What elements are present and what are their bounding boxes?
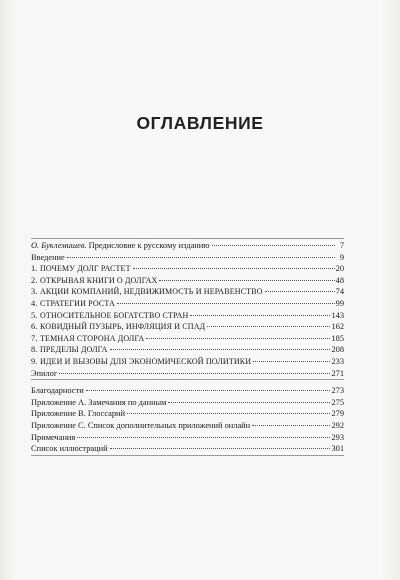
toc-entry-title: ПОЧЕМУ ДОЛГ РАСТЕТ — [40, 264, 131, 274]
toc-entry-page: 208 — [331, 345, 344, 355]
toc-entry-appendix-b[interactable] — [31, 408, 344, 420]
toc-entry-page: 273 — [331, 386, 344, 396]
toc-entry-title: Предисловие к русскому изданию — [88, 241, 210, 250]
dot-leader — [110, 448, 331, 449]
toc-entry-page: 7 — [339, 241, 344, 250]
toc-entry-chapter-7[interactable] — [31, 333, 344, 345]
toc-chapter-number: 9. — [31, 356, 38, 366]
toc-chapter-number: 6. — [31, 322, 38, 332]
toc-entry-introduction[interactable] — [31, 252, 344, 264]
toc-chapter-number: 4. — [31, 298, 38, 308]
toc-chapter-number: 5. — [31, 310, 38, 320]
toc-entry-illustrations[interactable] — [31, 443, 344, 455]
dot-leader — [265, 291, 335, 292]
toc-entry-title: КОВИДНЫЙ ПУЗЫРЬ, ИНФЛЯЦИЯ И СПАД — [40, 322, 206, 332]
toc-entry-preface[interactable] — [31, 240, 344, 252]
dot-leader — [190, 315, 330, 316]
dot-leader — [110, 349, 331, 350]
dot-leader — [207, 326, 330, 327]
dot-leader — [117, 303, 335, 304]
toc-entry-title: ПРЕДЕЛЫ ДОЛГА — [40, 345, 108, 355]
dot-leader — [59, 373, 330, 374]
toc-entry-title: Введение — [31, 252, 65, 262]
toc-entry-title: ОТНОСИТЕЛЬНОЕ БОГАТСТВО СТРАН — [40, 310, 189, 320]
toc-entry-title: Эпилог — [31, 368, 58, 378]
toc-chapter-number: 1. — [31, 264, 38, 274]
toc-entry-page: 279 — [331, 409, 344, 419]
toc-section-main — [31, 238, 344, 379]
toc-chapter-number: 7. — [31, 333, 38, 343]
dot-leader — [168, 402, 330, 403]
toc-entry-page: 293 — [331, 432, 344, 442]
toc-entry-page: 301 — [331, 444, 344, 454]
toc-entry-appendix-a[interactable] — [31, 397, 344, 409]
dot-leader — [253, 361, 330, 362]
toc-entry-page: 292 — [331, 420, 344, 430]
toc-entry-acknowledgements[interactable] — [31, 385, 344, 397]
dot-leader — [146, 338, 330, 339]
dot-leader — [133, 268, 335, 269]
toc-entry-chapter-5[interactable] — [31, 310, 344, 322]
toc-entry-title: ТЕМНАЯ СТОРОНА ДОЛГА — [40, 333, 145, 343]
dot-leader — [252, 425, 330, 426]
toc-entry-appendix-c[interactable] — [31, 420, 344, 432]
toc-chapter-number: 8. — [31, 345, 38, 355]
toc-entry-page: 162 — [331, 322, 344, 332]
toc-entry-title: Приложение С. Список дополнительных приложений онлайн — [31, 420, 251, 430]
toc-entry-chapter-2[interactable] — [31, 275, 344, 287]
toc-entry-title: ИДЕИ И ВЫЗОВЫ ДЛЯ ЭКОНОМИЧЕСКОЙ ПОЛИТИКИ — [40, 356, 252, 366]
toc-entry-page: 233 — [331, 356, 344, 366]
toc-entry-page: 271 — [331, 368, 344, 378]
dot-leader — [212, 245, 335, 246]
dot-leader — [77, 437, 330, 438]
toc-entry-title: Приложение В. Глоссарий — [31, 409, 126, 419]
toc-entry-page: 185 — [331, 333, 344, 343]
dot-leader — [86, 390, 331, 391]
toc-entry-chapter-1[interactable] — [31, 263, 344, 275]
toc-entry-epilogue[interactable] — [31, 368, 344, 380]
toc-entry-title: Примечания — [31, 432, 76, 442]
toc-entry-page: 74 — [335, 287, 344, 297]
toc-entry-author: О. Буклемишев. — [31, 241, 87, 250]
toc-entry-title: СТРАТЕГИИ РОСТА — [40, 298, 115, 308]
toc-entry-page: 275 — [331, 397, 344, 407]
toc-entry-chapter-6[interactable] — [31, 321, 344, 333]
toc-section-back-matter — [31, 379, 344, 456]
toc-entry-title: Приложение А. Замечания по данным — [31, 397, 167, 407]
page-title: ОГЛАВЛЕНИЕ — [136, 113, 264, 133]
dot-leader — [159, 280, 334, 281]
dot-leader — [67, 257, 335, 258]
toc-entry-title: Благодарности — [31, 386, 84, 396]
toc-entry-page: 99 — [335, 298, 344, 308]
toc-entry-page: 9 — [339, 252, 344, 262]
toc-entry-page: 48 — [335, 275, 344, 285]
toc-entry-title: ОТКРЫВАЯ КНИГИ О ДОЛГАХ — [40, 275, 158, 285]
toc-entry-title: Список иллюстраций — [31, 444, 108, 454]
table-of-contents — [31, 238, 344, 456]
toc-entry-chapter-8[interactable] — [31, 344, 344, 356]
dot-leader — [127, 413, 330, 414]
toc-entry-chapter-4[interactable] — [31, 298, 344, 310]
toc-entry-chapter-9[interactable] — [31, 356, 344, 368]
toc-chapter-number: 3. — [31, 287, 38, 297]
toc-entry-page: 20 — [335, 264, 344, 274]
toc-entry-notes[interactable] — [31, 432, 344, 444]
toc-entry-title: АКЦИИ КОМПАНИЙ, НЕДВИЖИМОСТЬ И НЕРАВЕНСТВО — [40, 287, 263, 297]
toc-entry-chapter-3[interactable] — [31, 286, 344, 298]
toc-entry-page: 143 — [331, 310, 344, 320]
toc-chapter-number: 2. — [31, 275, 38, 285]
